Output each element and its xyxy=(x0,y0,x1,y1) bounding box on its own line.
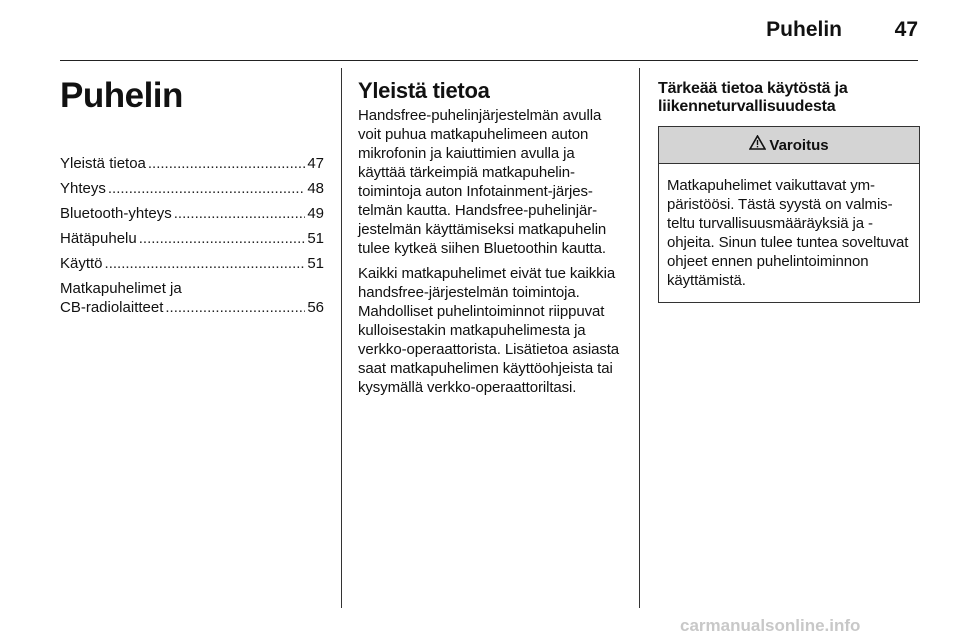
toc-leader-dots xyxy=(108,179,305,198)
body-paragraph: Handsfree-puhelinjärjestelmän avulla voit puhua matkapuhelimeen auton mikrofonin ja kaiuttimien avulla ja käyttää tärkeimpiä matkapuhelintoimintoja auton Infotainment-järjestelmän kautta. Handsfree-puhelinjärjestelmän käyttämiseksi matkapuhelin tulee kytkeä siihen Bluetoothin kautta. xyxy=(358,107,607,257)
toc-entry-label: Yleistä tietoa xyxy=(60,155,146,172)
toc-entry-page: 49 xyxy=(307,205,324,222)
toc-leader-dots xyxy=(139,229,306,248)
warning-label: Varoitus xyxy=(769,136,829,154)
toc-entry-label: CB-radiolaitteet xyxy=(60,299,164,316)
warning-box xyxy=(658,126,920,303)
toc-entry-page: 47 xyxy=(307,155,324,172)
warning-header xyxy=(659,127,919,164)
toc-column xyxy=(60,68,324,323)
toc-entry[interactable] xyxy=(60,204,324,223)
chapter-title: Puhelin xyxy=(60,76,183,115)
table-of-contents xyxy=(60,154,324,317)
toc-entry-label: Matkapuhelimet ja xyxy=(60,280,182,297)
safety-column xyxy=(658,68,920,303)
toc-entry-label: Yhteys xyxy=(60,180,106,197)
toc-entry-page: 56 xyxy=(307,299,324,316)
toc-entry-label: Käyttö xyxy=(60,255,103,272)
toc-entry-page: 51 xyxy=(307,230,324,247)
warning-triangle-icon xyxy=(749,135,766,155)
toc-leader-dots xyxy=(148,154,305,173)
page-number: 47 xyxy=(894,18,918,41)
toc-entry[interactable] xyxy=(60,179,324,198)
warning-text: Matkapuhelimet vaikuttavat ympäristöösi. Tästä syystä on valmisteltu turvallisuusmääräyksiä ja -ohjeita. Sinun tulee tuntea soveltuvat ohjeet ennen puhelintoiminnon käyttämistä. xyxy=(667,177,909,289)
page-header-title: Puhelin xyxy=(766,18,842,41)
watermark: carmanualsonline.info xyxy=(680,616,861,635)
toc-leader-dots xyxy=(105,254,306,273)
toc-entry[interactable] xyxy=(60,229,324,248)
toc-entry-page: 51 xyxy=(307,255,324,272)
toc-leader-dots xyxy=(165,298,305,317)
body-paragraph: Kaikki matkapuhelimet eivät tue kaikkia handsfree-järjestelmän toimintoja. Mahdolliset puhelintoiminnot riippuvat kulloisestakin matkapuhelimesta ja verkko-operaattorista. Lisätietoa asiasta saat matkapuhelimen käyttöohjeista tai kysymällä verkko-operaattoriltasi. xyxy=(358,265,620,396)
toc-entry-label: Hätäpuhelu xyxy=(60,230,137,247)
header-rule xyxy=(60,60,918,61)
toc-entry[interactable] xyxy=(60,154,324,173)
general-info-column xyxy=(358,68,622,403)
toc-entry-page: 48 xyxy=(307,180,324,197)
toc-entry[interactable] xyxy=(60,254,324,273)
column-divider-2 xyxy=(639,68,640,608)
column-divider-1 xyxy=(341,68,342,608)
toc-entry[interactable] xyxy=(60,279,324,317)
toc-entry-label: Bluetooth-yhteys xyxy=(60,205,172,222)
toc-leader-dots xyxy=(174,204,306,223)
subsection-title: Tärkeää tietoa käytöstä ja liikenneturvallisuudesta xyxy=(658,80,848,115)
section-title: Yleistä tietoa xyxy=(358,78,490,103)
toc-entry-line xyxy=(60,298,324,317)
